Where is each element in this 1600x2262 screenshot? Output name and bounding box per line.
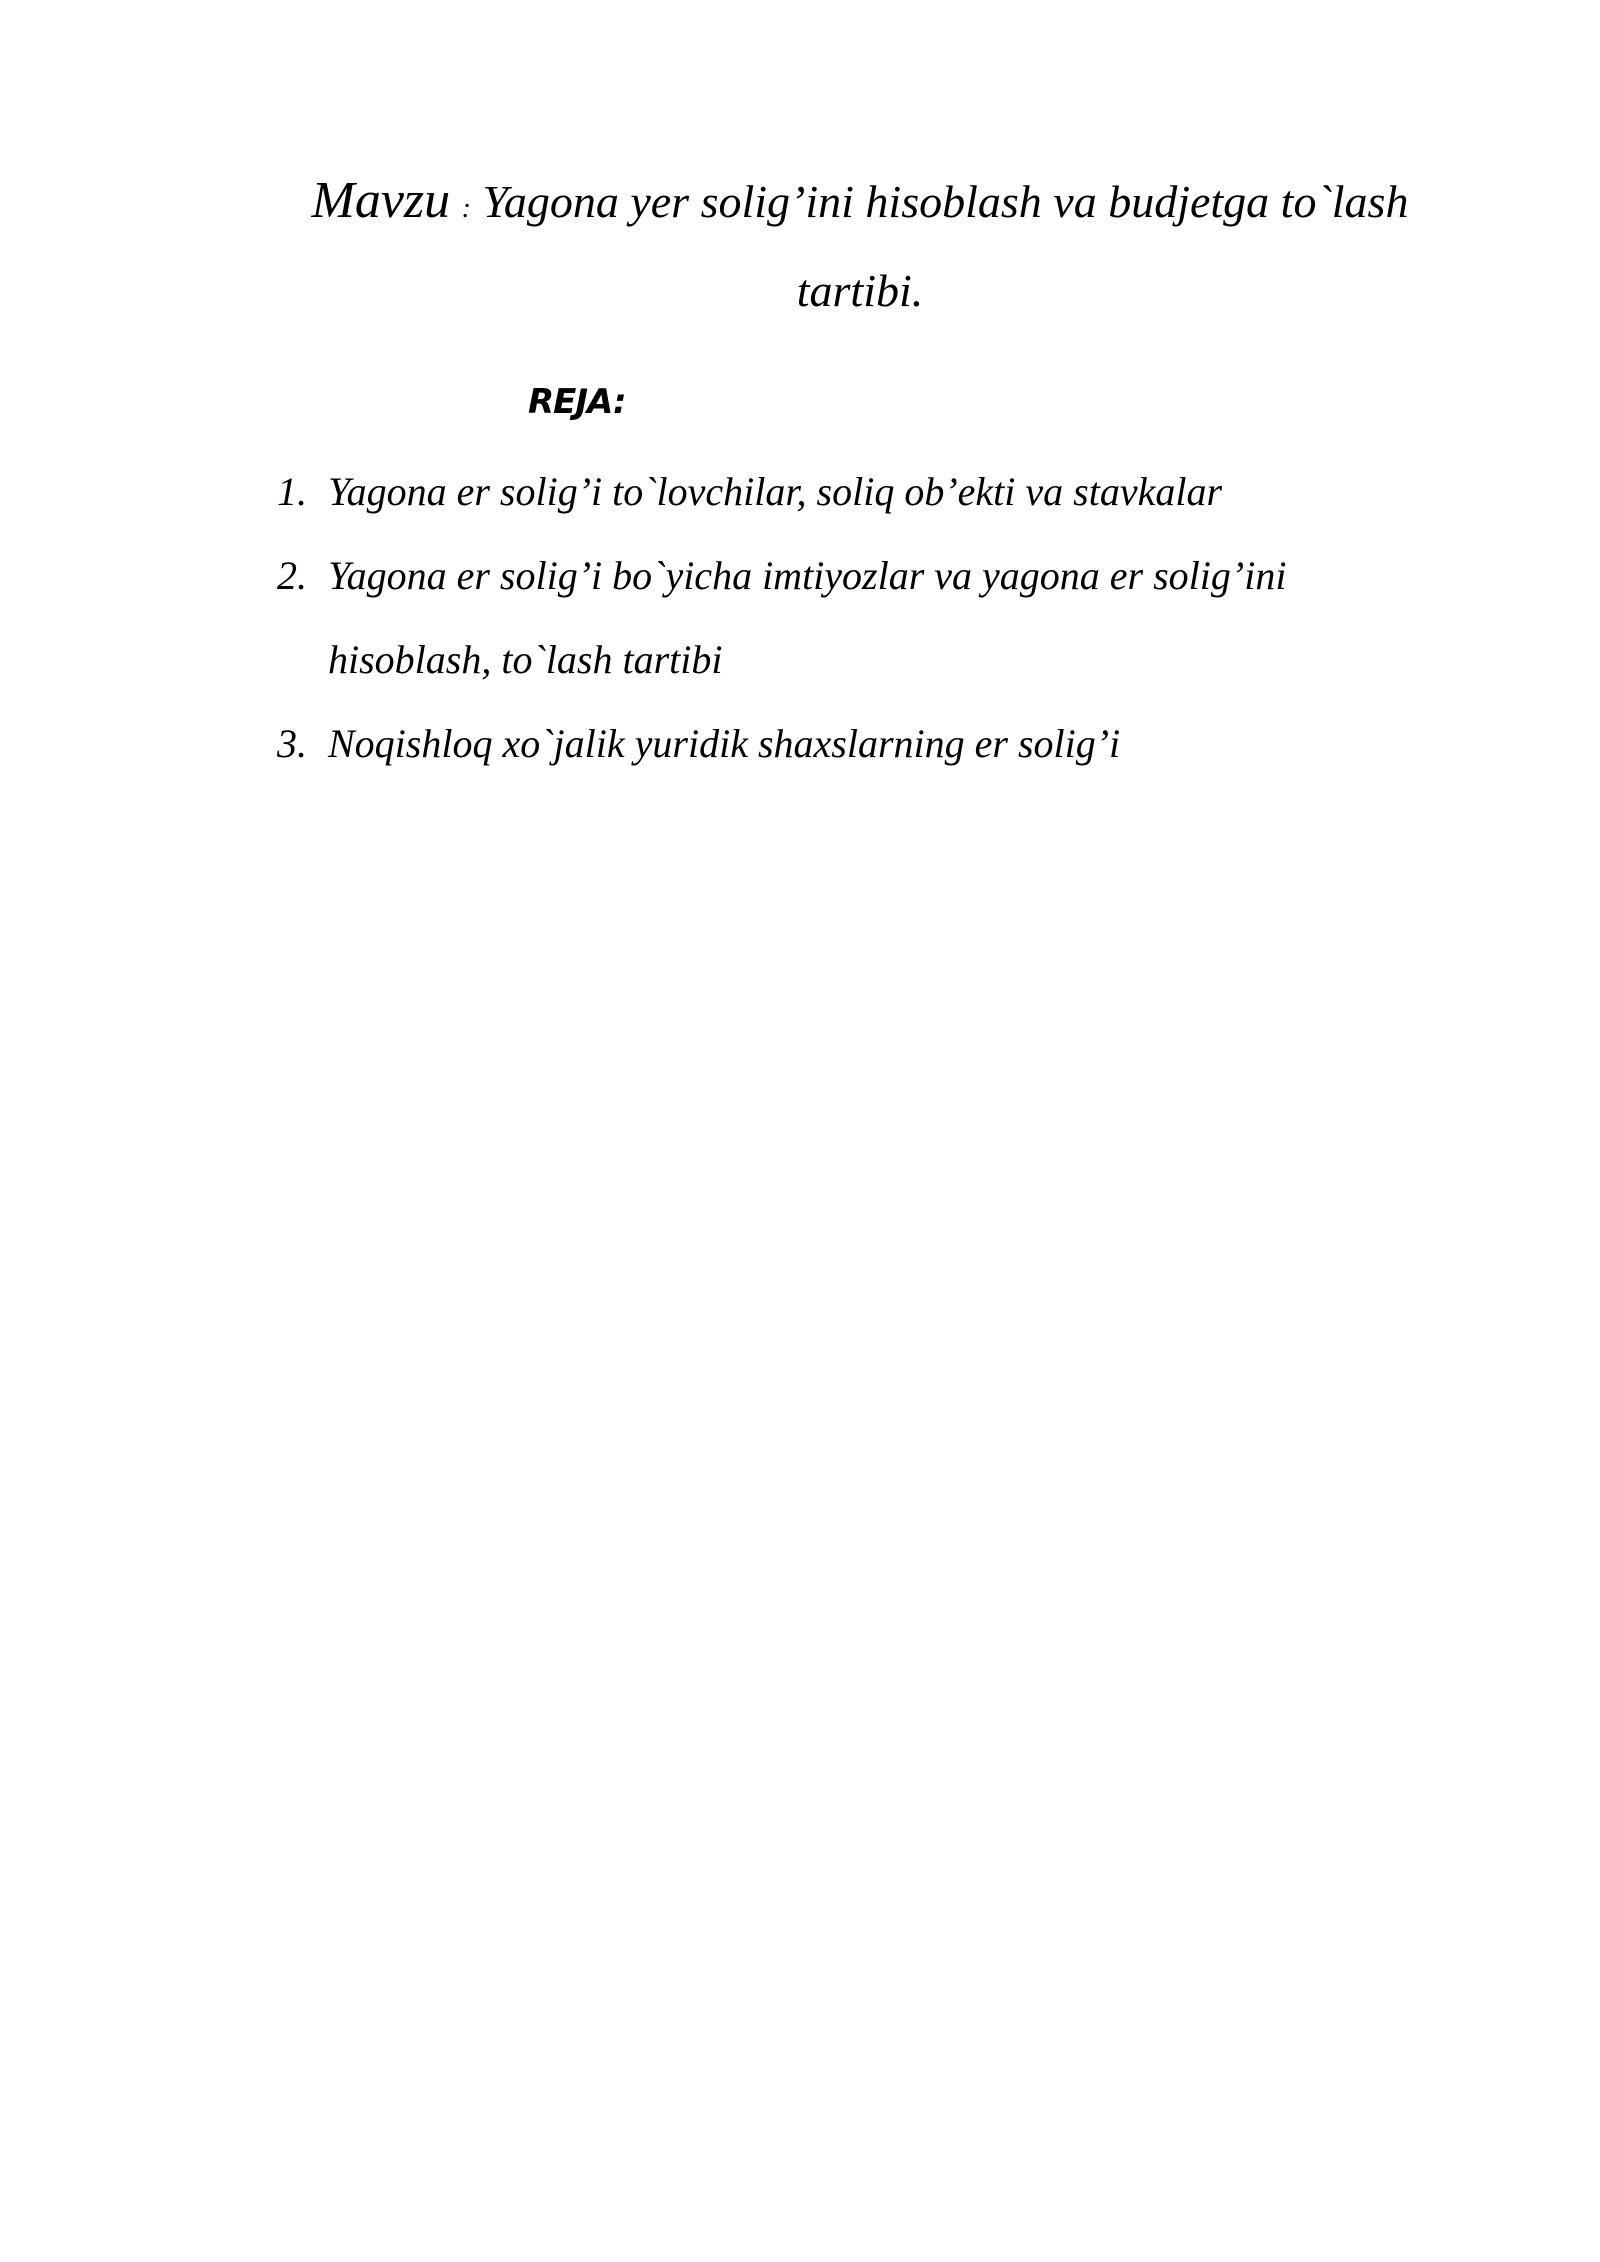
plan-item-number: 3.	[277, 721, 307, 766]
plan-item-text: Yagona er solig’i to`lovchilar, soliq ob’ekti va stavkalar	[328, 469, 1223, 514]
topic-title	[250, 160, 1470, 332]
plan-item-number: 1.	[277, 469, 307, 514]
plan-item-number: 2.	[277, 553, 307, 598]
plan-item-text: Yagona er solig’i bo`yicha imtiyozlar va yagona er solig’ini hisoblash, to`lash tartibi	[328, 553, 1287, 682]
topic-label: Mavzu	[311, 172, 451, 229]
topic-text: Yagona yer solig’ini hisoblash va budjetga to`lash tartibi.	[482, 176, 1409, 316]
plan-heading: REJA:	[528, 382, 626, 422]
plan-item-text: Noqishloq xo`jalik yuridik shaxslarning er solig’i	[328, 721, 1121, 766]
topic-colon: :	[461, 193, 471, 224]
